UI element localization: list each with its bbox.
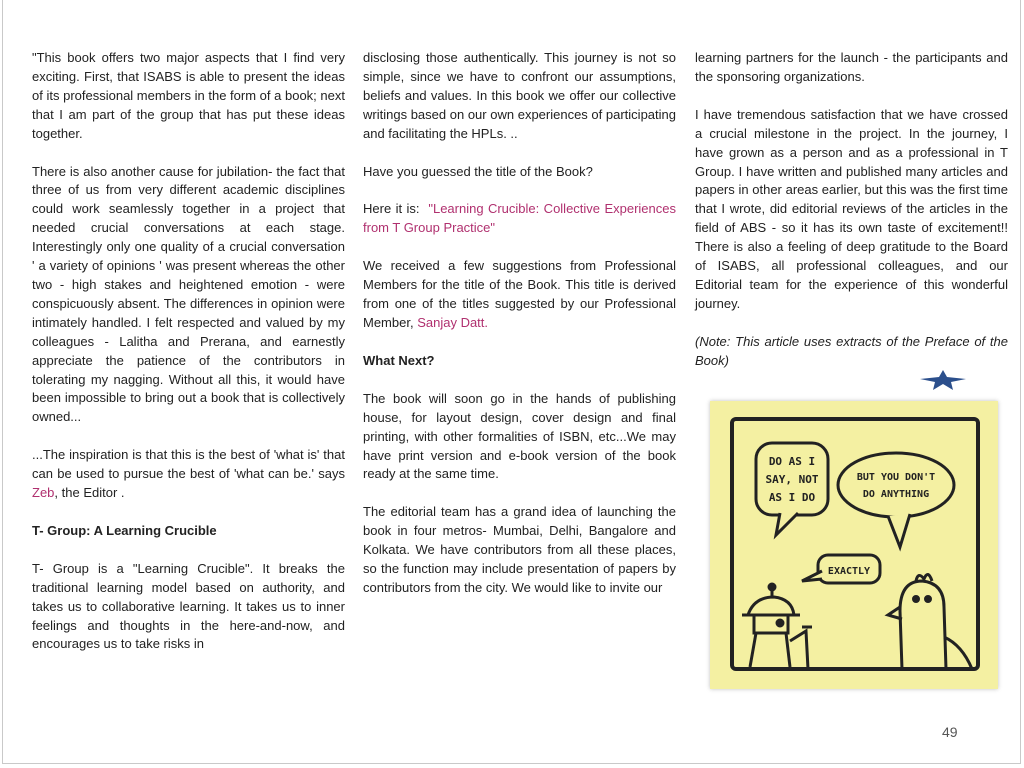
col2-paragraph-4 xyxy=(363,257,676,333)
section-heading-t-group: T- Group: A Learning Crucible xyxy=(32,522,217,538)
col1-paragraph-4: T- Group is a "Learning Crucible". It breaks the traditional learning model based on authority, and takes us to collaborative learning. It takes us to inner feelings and thoughts in the here-and-now, and encourages us to take risks in xyxy=(32,560,345,652)
bubble1-line1: DO AS I xyxy=(768,455,816,468)
col1-p3-tail: , the Editor . xyxy=(54,485,125,501)
cartoon-illustration xyxy=(710,401,998,689)
speech-bubble-2 xyxy=(838,453,954,547)
col1-p3-text: ...The inspiration is that this is the best of 'what is' that can be used to pursue the best of 'what can be.' says xyxy=(32,447,345,482)
col2-p3-lead: Here it is: xyxy=(363,201,420,217)
editor-name: Zeb xyxy=(32,485,55,501)
book-title: "Learning Crucible: Collective Experiences from T Group Practice" xyxy=(363,201,676,236)
section-heading-what-next: What Next? xyxy=(363,352,435,368)
col2-paragraph-6: The editorial team has a grand idea of launching the book in four metros- Mumbai, Delhi, Bangalore and Kolkata. We have contributors from all these places, so the function may include presentation of papers by contributors from the city. We would like to invite our xyxy=(363,504,676,595)
bubble3-text: EXACTLY xyxy=(827,566,871,577)
speech-bubble-3 xyxy=(802,555,880,583)
bubble2-line2: DO ANYTHING xyxy=(862,489,930,500)
bubble2-line1: BUT YOU DON'T xyxy=(856,472,936,483)
col2-paragraph-1: disclosing those authentically. This journey is not so simple, since we have to confront our assumptions, beliefs and values. In this book we offer our collective writings based on our own experiences of participating and facilitating the HPLs. .. xyxy=(363,50,676,141)
col1-paragraph-1: "This book offers two major aspects that I find very exciting. First, that ISABS is able to present the ideas of its professional members in the form of a book; next that I am part of the group that has put these ideas together. xyxy=(32,50,345,141)
col1-paragraph-2: There is also another cause for jubilation- the fact that three of us from very different academic disciplines could work seamlessly together in a project that needed crucial conversations at each stage. Interestingly only one quality of a crucial conversation ' a variety of opinions ' was present whereas the other two - high stakes and heightened emotion - were conspicuously absent. The differences in opinion were intimately handled. I felt respected and valued by my colleagues - Lalitha and Prerana, and earnestly appreciate the patience of the contributors in tolerating my nagging. Without all this, it would have been impossible to bring out a book that is collectively owned... xyxy=(32,163,345,425)
col2-paragraph-2: Have you guessed the title of the Book? xyxy=(363,163,593,179)
col2-paragraph-5: The book will soon go in the hands of publishing house, for layout design, cover design and final printing, with other formalities of ISBN, etc...We may have print version and e-book version of the book ready at the same time. xyxy=(363,390,676,482)
cartoon-drawing xyxy=(710,401,998,689)
star-icon xyxy=(920,370,966,390)
speech-bubble-1 xyxy=(756,443,828,535)
character-left xyxy=(742,584,812,669)
column-2 xyxy=(363,49,676,617)
character-right xyxy=(888,574,972,669)
member-name: Sanjay Datt. xyxy=(417,314,489,330)
page-number: 49 xyxy=(942,724,958,740)
col3-paragraph-2: I have tremendous satisfaction that we have crossed a crucial milestone in the project. In the journey, I have grown as a person and as a professional in T Group. I have written and published many articles and papers in other areas earlier, but this was the first time that I wrote, did editorial reviews of the articles in the field of ABS - so it has its own taste of excitement!! There is also a feeling of deep gratitude to the Board of ISABS, all professional colleagues, and our Editorial team for the experience of this wonderful journey. xyxy=(695,106,1008,311)
bubble1-line3: AS I DO xyxy=(768,491,816,504)
article-note: (Note: This article uses extracts of the Preface of the Book) xyxy=(695,333,1008,368)
column-1 xyxy=(32,49,345,673)
column-3 xyxy=(695,49,1008,390)
bubble1-line2: SAY, NOT xyxy=(765,473,819,486)
col1-paragraph-3 xyxy=(32,446,345,503)
col2-p4-text: We received a few suggestions from Professional Members for the title of the Book. This title is derived from one of the titles suggested by our Professional Member, xyxy=(363,258,676,330)
col2-paragraph-3 xyxy=(363,200,676,238)
col3-paragraph-1: learning partners for the launch - the participants and the sponsoring organizations. xyxy=(695,50,1008,84)
